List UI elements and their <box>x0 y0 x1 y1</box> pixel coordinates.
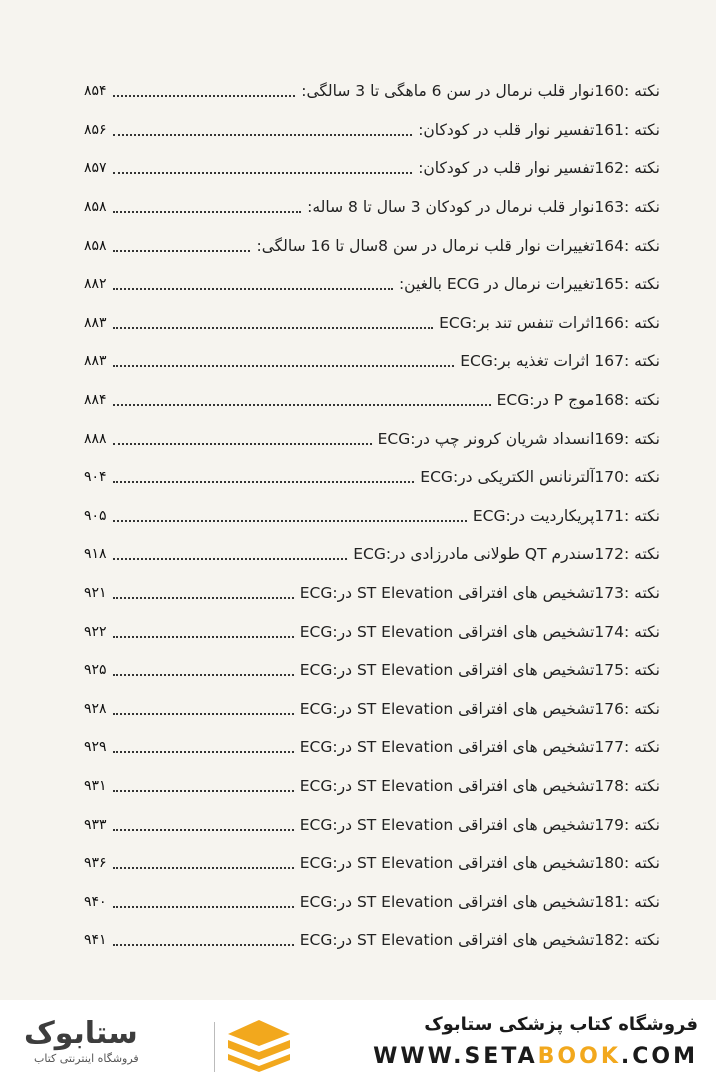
toc-leader-dots <box>113 597 294 599</box>
toc-row[interactable] <box>84 342 660 381</box>
toc-leader-dots <box>113 481 415 483</box>
toc-entry-title: نکته :164تغییرات نوار قلب نرمال در سن 8سال تا 16 سالگی: <box>250 237 660 255</box>
toc-entry-title: نکته :168موج P در:ECG <box>491 391 660 409</box>
toc-page-number: ۸۵۶ <box>84 121 107 138</box>
toc-row[interactable] <box>84 419 660 458</box>
toc-leader-dots <box>113 906 294 908</box>
toc-leader-dots <box>113 95 296 97</box>
toc-page-number: ۸۵۸ <box>84 237 107 254</box>
toc-entry-title: نکته :180تشخیص های افتراقی ST Elevation در:ECG <box>294 854 660 872</box>
url-suffix: .COM <box>620 1044 698 1069</box>
toc-row[interactable] <box>84 72 660 111</box>
toc-page-number: ۹۰۴ <box>84 469 107 486</box>
logo-tagline: فروشگاه اینترنتی کتاب <box>34 1052 139 1065</box>
toc-page-number: ۸۵۸ <box>84 199 107 216</box>
toc-leader-dots <box>113 288 393 290</box>
toc-entry-title: نکته :165تغییرات نرمال در ECG بالغین: <box>393 275 660 293</box>
toc-entry-title: نکته :177تشخیص های افتراقی ST Elevation در:ECG <box>294 738 660 756</box>
toc-page-number: ۸۸۴ <box>84 392 107 409</box>
toc-leader-dots <box>113 250 251 252</box>
store-name: فروشگاه کتاب پزشکی ستابوک <box>424 1014 698 1035</box>
toc-page-number: ۸۸۲ <box>84 276 107 293</box>
store-url[interactable] <box>373 1044 698 1069</box>
toc-page-number: ۹۲۲ <box>84 623 107 640</box>
toc-page-number: ۹۳۱ <box>84 777 107 794</box>
toc-entry-title: نکته :174تشخیص های افتراقی ST Elevation در:ECG <box>294 623 660 641</box>
toc-entry-title: نکته :182تشخیص های افتراقی ST Elevation در:ECG <box>294 931 660 949</box>
toc-leader-dots <box>113 404 491 406</box>
toc-entry-title: نکته :172سندرم QT طولانی مادرزادی در:ECG <box>347 545 660 563</box>
toc-page-number: ۹۲۹ <box>84 739 107 756</box>
toc-row[interactable] <box>84 111 660 150</box>
toc-leader-dots <box>113 211 302 213</box>
toc-page-number: ۸۵۴ <box>84 83 107 100</box>
toc-row[interactable] <box>84 226 660 265</box>
toc-row[interactable] <box>84 535 660 574</box>
toc-leader-dots <box>113 636 294 638</box>
toc-entry-title: نکته :167 اثرات تغذیه بر:ECG <box>454 352 660 370</box>
toc-entry-title: نکته :162تفسیر نوار قلب در کودکان: <box>412 159 660 177</box>
toc-entry-title: نکته :178تشخیص های افتراقی ST Elevation در:ECG <box>294 777 660 795</box>
toc-row[interactable] <box>84 304 660 343</box>
toc-page-number: ۹۱۸ <box>84 546 107 563</box>
toc-row[interactable] <box>84 844 660 883</box>
book-stack-icon <box>224 1016 294 1072</box>
toc-entry-title: نکته :173تشخیص های افتراقی ST Elevation در:ECG <box>294 584 660 602</box>
toc-entry-title: نکته :176تشخیص های افتراقی ST Elevation در:ECG <box>294 700 660 718</box>
toc-entry-title: نکته :169انسداد شریان کرونر چپ در:ECG <box>372 430 660 448</box>
toc-leader-dots <box>113 365 455 367</box>
toc-row[interactable] <box>84 612 660 651</box>
toc-entry-title: نکته :160نوار قلب نرمال در سن 6 ماهگی تا 3 سالگی: <box>295 82 660 100</box>
toc-row[interactable] <box>84 921 660 960</box>
toc-page-number: ۸۵۷ <box>84 160 107 177</box>
store-logo <box>24 1012 294 1072</box>
toc-leader-dots <box>113 829 294 831</box>
toc-entry-title: نکته :181تشخیص های افتراقی ST Elevation در:ECG <box>294 893 660 911</box>
toc-page-number: ۹۰۵ <box>84 507 107 524</box>
toc-row[interactable] <box>84 805 660 844</box>
toc-row[interactable] <box>84 265 660 304</box>
toc-leader-dots <box>113 944 294 946</box>
toc-row[interactable] <box>84 767 660 806</box>
toc-leader-dots <box>113 674 294 676</box>
toc-leader-dots <box>113 867 294 869</box>
toc-page-number: ۹۲۸ <box>84 700 107 717</box>
toc-page-number: ۹۴۱ <box>84 932 107 949</box>
toc-page-number: ۹۲۵ <box>84 662 107 679</box>
toc-page-number: ۹۳۶ <box>84 855 107 872</box>
toc-page-number: ۸۸۳ <box>84 353 107 370</box>
toc-page-number: ۹۴۰ <box>84 893 107 910</box>
toc-leader-dots <box>113 134 413 136</box>
store-footer <box>0 1000 716 1080</box>
toc-page-number: ۹۲۱ <box>84 585 107 602</box>
toc-entry-title: نکته :161تفسیر نوار قلب در کودکان: <box>412 121 660 139</box>
toc-leader-dots <box>113 713 294 715</box>
toc-row[interactable] <box>84 651 660 690</box>
toc-row[interactable] <box>84 381 660 420</box>
toc-leader-dots <box>113 751 294 753</box>
url-prefix: WWW.SETA <box>373 1044 538 1069</box>
toc-row[interactable] <box>84 458 660 497</box>
toc-entry-title: نکته :171پریکاردیت در:ECG <box>467 507 660 525</box>
logo-wordmark: ستابوک <box>24 1016 138 1051</box>
toc-entry-title: نکته :170آلترنانس الکتریکی در:ECG <box>414 468 660 486</box>
toc-row[interactable] <box>84 574 660 613</box>
table-of-contents <box>84 72 660 960</box>
toc-page-number: ۸۸۳ <box>84 314 107 331</box>
toc-entry-title: نکته :175تشخیص های افتراقی ST Elevation در:ECG <box>294 661 660 679</box>
toc-row[interactable] <box>84 497 660 536</box>
toc-entry-title: نکته :163نوار قلب نرمال در کودکان 3 سال تا 8 ساله: <box>301 198 660 216</box>
toc-row[interactable] <box>84 728 660 767</box>
toc-leader-dots <box>113 790 294 792</box>
toc-leader-dots <box>113 172 413 174</box>
toc-leader-dots <box>113 520 467 522</box>
toc-row[interactable] <box>84 188 660 227</box>
toc-row[interactable] <box>84 149 660 188</box>
toc-row[interactable] <box>84 690 660 729</box>
toc-leader-dots <box>113 558 348 560</box>
toc-page-number: ۹۳۳ <box>84 816 107 833</box>
toc-leader-dots <box>113 443 372 445</box>
toc-entry-title: نکته :179تشخیص های افتراقی ST Elevation در:ECG <box>294 816 660 834</box>
toc-page-number: ۸۸۸ <box>84 430 107 447</box>
toc-entry-title: نکته :166اثرات تنفس تند بر:ECG <box>433 314 660 332</box>
toc-leader-dots <box>113 327 434 329</box>
toc-row[interactable] <box>84 882 660 921</box>
logo-divider <box>214 1022 215 1072</box>
url-accent: BOOK <box>537 1044 621 1069</box>
